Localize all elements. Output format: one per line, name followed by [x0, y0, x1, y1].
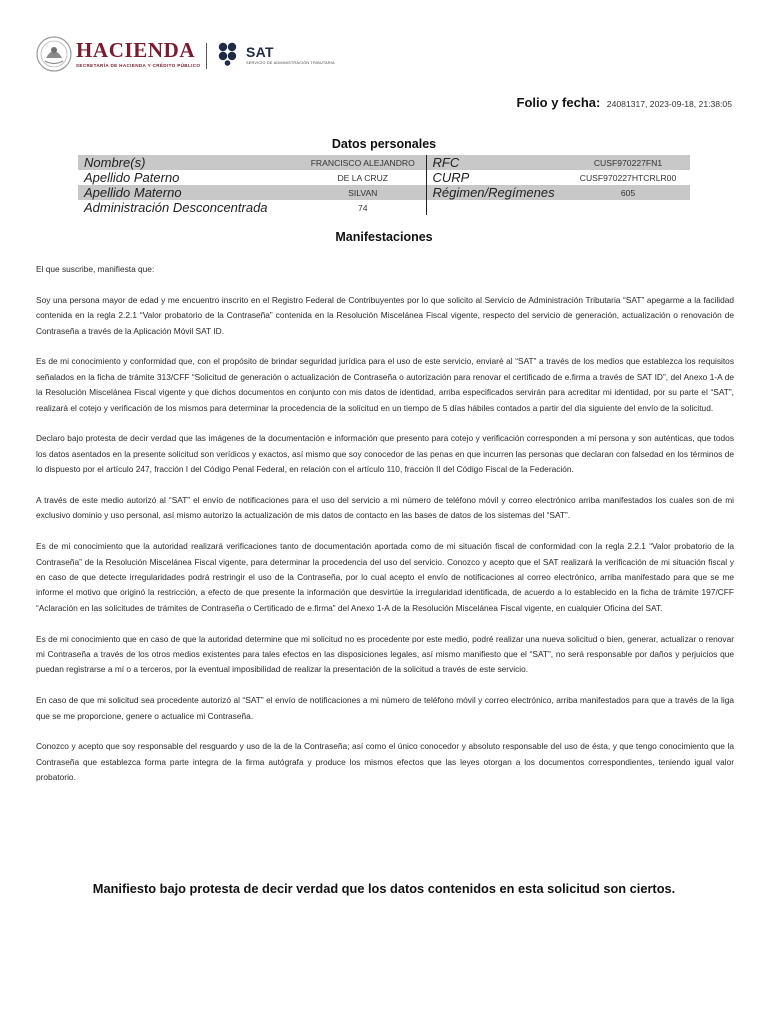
manifestacion-paragraph: Es de mi conocimiento que la autoridad realizará verificaciones tanto de documentación aportada como de mi situación fiscal de conformidad con la regla 2.2.1 “Valor probatorio de la Contraseña” de la Resolución Miscelánea Fiscal vigente, para determinar la procedencia del uso del servicio. Conozco y acepto que el SAT realizará la verificación de mi situación fiscal y en caso de que detecte irregularidades podrá restringir el uso de la Contraseña, por lo cual acepto el envío de notificaciones al correo electrónico, arriba manifestado para que se me informe el motivo que originó la restricción, a efecto de que presente la información que desvirtúe la irregularidad identificada, de acuerdo a lo establecido en la ficha de trámite 197/CFF “Aclaración en las solicitudes de trámites de Contraseña o Certificado de e.firma” del Anexo 1-A de la Resolución Miscelánea Fiscal vigente, en cualquier Oficina del SAT.: [36, 541, 734, 613]
field-label: RFC: [426, 155, 566, 170]
datos-personales-title: Datos personales: [331, 137, 437, 151]
field-value: SILVAN: [300, 185, 426, 200]
manifestacion-paragraph: Soy una persona mayor de edad y me encuentro inscrito en el Registro Federal de Contribuyentes por lo que solicito al Servicio de Administración Tributaria “SAT” apegarme a la facilidad contenida en la regla 2.2.1 “Valor probatorio de la Contraseña” contenida en la Resolución Miscelánea Fiscal vigente, respecto del servicio de generación, actualización o renovación de Contraseña a través de la Aplicación Móvil SAT ID.: [36, 294, 734, 336]
folio-date: [517, 94, 732, 112]
field-label: Apellido Paterno: [78, 170, 300, 185]
manifestacion-paragraph: Conozco y acepto que soy responsable del resguardo y uso de la de la Contraseña; así como el único conocedor y absoluto responsable del uso de ésta, y que tengo conocimiento que la Contraseña que establezca forma parte integra de la firma autógrafa y produce los mismos efectos que las leyes otorgan a los documentos correspondientes, teniendo igual valor probatorio.: [36, 741, 734, 783]
sat-logo-icon: [218, 42, 246, 66]
field-label: Nombre(s): [78, 155, 300, 170]
header-divider: [206, 43, 207, 69]
field-value: 605: [566, 185, 690, 200]
field-value: [566, 200, 690, 215]
sat-name: SAT: [246, 44, 274, 60]
folio-value: 24081317, 2023-09-18, 21:38:05: [606, 99, 732, 109]
datos-row: [78, 170, 690, 185]
hacienda-logo: [76, 39, 200, 68]
field-label: Apellido Materno: [78, 185, 300, 200]
field-value: 74: [300, 200, 426, 215]
manifestacion-paragraph: Es de mi conocimiento y conformidad que, con el propósito de brindar seguridad jurídica para el uso de este servicio, enviaré al “SAT” a través de los medios que establezca los requisitos señalados en la ficha de trámite 313/CFF “Solicitud de generación o actualización de Contraseña o autorización para renovar el certificado de e.firma a través de SAT ID”, del Anexo 1-A de la Resolución Miscelánea Fiscal vigente y que dichos documentos en conjunto con mis datos de identidad, arriba especificados servirán para acreditar mi identidad, por su parte el “SAT”, realizará el cotejo y verificación de los mismos para determinar la procedencia de la solicitud en un tiempo de 5 días hábiles contados a partir del día siguiente del envío de la solicitud.: [36, 356, 734, 413]
folio-label: Folio y fecha:: [516, 95, 601, 110]
manifestaciones-title: Manifestaciones: [335, 230, 433, 244]
manifestaciones-body: [36, 262, 734, 801]
field-value: FRANCISCO ALEJANDRO: [300, 155, 426, 170]
manifestacion-paragraph: El que suscribe, manifiesta que:: [36, 264, 155, 274]
sat-subtitle: SERVICIO DE ADMINISTRACIÓN TRIBUTARIA: [246, 61, 335, 65]
datos-row: [78, 185, 690, 200]
manifestacion-paragraph: Es de mi conocimiento que en caso de que la autoridad determine que mi solicitud no es procedente por este medio, podré realizar una nueva solicitud o bien, generar, actualizar o renovar mi Contraseña a través de los otros medios existentes para tales efectos en las disposiciones legales, así mismo manifiesto que el “SAT”, no será responsable por daños y perjuicios que puedan registrarse a mí o a terceros, por la eventual imposibilidad de realizar la presentación de la solicitud a través de este servicio.: [36, 633, 734, 675]
hacienda-subtitle: SECRETARÍA DE HACIENDA Y CRÉDITO PÚBLICO: [76, 63, 201, 68]
document-header: [36, 36, 736, 76]
field-value: DE LA CRUZ: [300, 170, 426, 185]
datos-personales-table: [78, 155, 690, 215]
field-label: CURP: [426, 170, 566, 185]
field-value: CUSF970227FN1: [566, 155, 690, 170]
datos-row: [78, 200, 690, 215]
manifestacion-paragraph: A través de este medio autorizó al “SAT” el envío de notificaciones para el uso del servicio a mi número de teléfono móvil y correo electrónico arriba manifestados los cuales son de mi exclusivo dominio y uso personal, así mismo autorizo la actualización de mis datos de contacto en las bases de datos de los sistemas del “SAT”.: [36, 495, 734, 521]
government-seal-icon: [36, 36, 72, 72]
hacienda-name: HACIENDA: [76, 38, 196, 62]
field-label: Régimen/Regímenes: [426, 185, 566, 200]
manifestacion-paragraph: Declaro bajo protesta de decir verdad que las imágenes de la documentación e información que presento para cotejo y verificación corresponden a mi persona y son auténticas, que todos los datos asentados en la presente solicitud son verídicos y exactos, así mismo que soy conocedor de las penas en que incurren las personas que declaran con falsedad en los términos de lo dispuesto por el artículo 247, fracción I del Código Penal Federal, en relación con el artículo 110, fracción II del Código Fiscal de la Federación.: [36, 433, 734, 475]
sat-logo: [246, 45, 335, 65]
manifestacion-paragraph: En caso de que mi solicitud sea procedente autorizó al “SAT” el envío de notificaciones a mi número de teléfono móvil y correo electrónico, arriba manifestados para que a través de la liga que se me proporcione, genere o actualice mi Contraseña.: [36, 695, 734, 721]
closing-statement: Manifiesto bajo protesta de decir verdad que los datos contenidos en esta solicitud son ciertos.: [92, 881, 676, 896]
field-label: [426, 200, 566, 215]
datos-row: [78, 155, 690, 170]
field-label: Administración Desconcentrada: [78, 200, 300, 215]
field-value: CUSF970227HTCRLR00: [566, 170, 690, 185]
